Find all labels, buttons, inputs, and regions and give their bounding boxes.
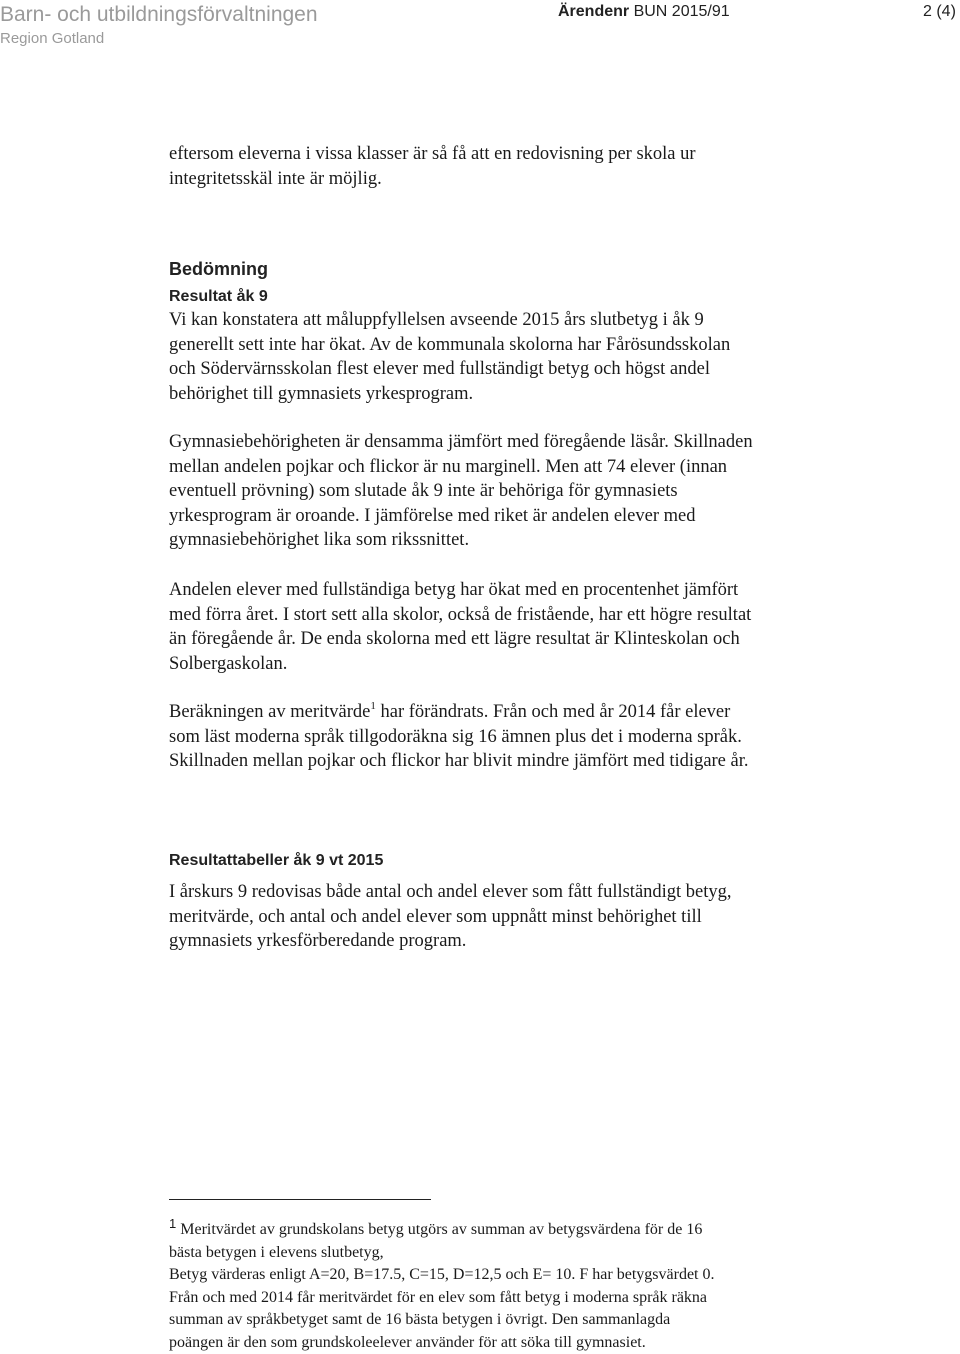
text-line: och Södervärnsskolan flest elever med fullständigt betyg och högst andel: [169, 357, 849, 382]
case-label: Ärendenr: [558, 3, 629, 20]
subheading-resultat: Resultat åk 9: [169, 288, 268, 306]
footnote: [169, 1213, 869, 1354]
footnote-line: Betyg värderas enligt A=20, B=17.5, C=15, D=12,5 och E= 10. F har betygsvärdet 0.: [169, 1264, 869, 1287]
footnote-reference[interactable]: 1: [370, 700, 376, 712]
resultattabeller-paragraph: [169, 880, 849, 954]
intro-paragraph: [169, 142, 849, 191]
text-line: Skillnaden mellan pojkar och flickor har blivit mindre jämfört med tidigare år.: [169, 749, 849, 774]
text-line: meritvärde, och antal och andel elever som uppnått minst behörighet till: [169, 905, 849, 930]
region-name: Region Gotland: [0, 30, 104, 47]
text-line: eventuell prövning) som slutade åk 9 inte är behöriga för gymnasiets: [169, 479, 849, 504]
section-heading-bedomning: Bedömning: [169, 259, 268, 280]
footnote-line: bästa betygen i elevens slutbetyg,: [169, 1242, 869, 1265]
text-fragment: har förändrats. Från och med år 2014 får elever: [376, 702, 730, 722]
text-line: eftersom eleverna i vissa klasser är så få att en redovisning per skola ur: [169, 142, 849, 167]
bedomning-paragraph-3: [169, 578, 849, 676]
footnote-line: summan av språkbetyget samt de 16 bästa betygen i övrigt. Den sammanlagda: [169, 1309, 869, 1332]
case-reference: [558, 3, 730, 21]
text-line: Andelen elever med fullständiga betyg har ökat med en procentenhet jämfört: [169, 578, 849, 603]
text-line: behörighet till gymnasiets yrkesprogram.: [169, 382, 849, 407]
text-line: Solbergaskolan.: [169, 652, 849, 677]
text-line: [169, 700, 849, 725]
text-line: gymnasiets yrkesförberedande program.: [169, 929, 849, 954]
footnote-line: [169, 1213, 869, 1242]
text-line: som läst moderna språk tillgodoräkna sig 16 ämnen plus det i moderna språk.: [169, 725, 849, 750]
org-title: Barn- och utbildningsförvaltningen: [0, 3, 318, 27]
text-line: än föregående år. De enda skolorna med ett lägre resultat är Klinteskolan och: [169, 627, 849, 652]
bedomning-paragraph-4: [169, 700, 849, 774]
text-line: yrkesprogram är oroande. I jämförelse med riket är andelen elever med: [169, 504, 849, 529]
footnote-divider: [169, 1199, 431, 1200]
footnote-number: 1: [169, 1216, 176, 1231]
text-line: generellt sett inte har ökat. Av de kommunala skolorna har Fårösundsskolan: [169, 333, 849, 358]
bedomning-paragraph-1: [169, 308, 849, 406]
case-number: BUN 2015/91: [634, 3, 730, 20]
text-line: mellan andelen pojkar och flickor är nu marginell. Men att 74 elever (innan: [169, 455, 849, 480]
text-line: med förra året. I stort sett alla skolor, också de fristående, har ett högre resultat: [169, 603, 849, 628]
text-line: I årskurs 9 redovisas både antal och andel elever som fått fullständigt betyg,: [169, 880, 849, 905]
section-heading-resultattabeller: Resultattabeller åk 9 vt 2015: [169, 852, 383, 870]
bedomning-paragraph-2: [169, 430, 849, 553]
text-fragment: Beräkningen av meritvärde: [169, 702, 370, 722]
text-line: Vi kan konstatera att måluppfyllelsen avseende 2015 års slutbetyg i åk 9: [169, 308, 849, 333]
footnote-line: poängen är den som grundskoleelever använder för att söka till gymnasiet.: [169, 1332, 869, 1354]
text-line: integritetsskäl inte är möjlig.: [169, 167, 849, 192]
footnote-line: Från och med 2014 får meritvärdet för en elev som fått betyg i moderna språk räkna: [169, 1287, 869, 1310]
page-indicator: 2 (4): [923, 3, 956, 21]
text-fragment: Meritvärdet av grundskolans betyg utgörs av summan av betygsvärdena för de 16: [180, 1221, 702, 1238]
text-line: Gymnasiebehörigheten är densamma jämfört med föregående läsår. Skillnaden: [169, 430, 849, 455]
text-line: gymnasiebehörighet lika som rikssnittet.: [169, 528, 849, 553]
